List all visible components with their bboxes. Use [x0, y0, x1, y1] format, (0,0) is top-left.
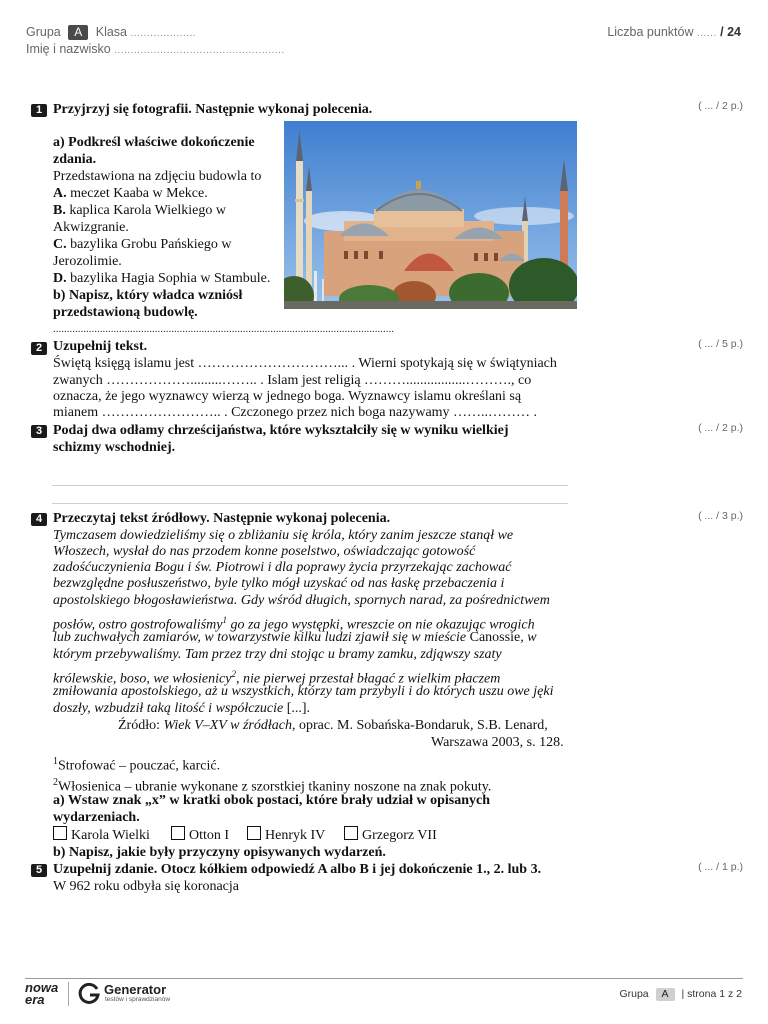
task-points-3: ( ... / 2 p.)	[698, 422, 743, 434]
points-label: Liczba punktów	[607, 25, 694, 39]
points-total: / 24	[720, 25, 741, 39]
task-number-1: 1	[31, 104, 47, 117]
task-1b-title-1: b) Napisz, który władca wzniósł	[53, 288, 243, 303]
task-4a-title-2: wydarzeniach.	[53, 810, 140, 825]
option-d-text: bazylika Hagia Sophia w Stambule.	[66, 271, 271, 286]
source-line-8: którym przebywaliśmy. Tam przez trzy dni stojąc u bramy zamku, zdjąwszy szaty	[53, 647, 502, 662]
task-points-2: ( ... / 5 p.)	[698, 338, 743, 350]
task-3-title-2: schizmy wschodniej.	[53, 440, 176, 455]
name-field[interactable]: ....................................................	[114, 45, 285, 56]
footer-page-number: | strona 1 z 2	[681, 988, 742, 1000]
answer-line-2[interactable]	[52, 503, 568, 504]
option-c-cont: Jerozolimie.	[53, 254, 122, 269]
task-4-title: Przeczytaj tekst źródłowy. Następnie wykonaj polecenia.	[53, 511, 391, 526]
option-b-text: kaplica Karola Wielkiego w	[65, 203, 226, 218]
task-points-4: ( ... / 3 p.)	[698, 510, 743, 522]
checkbox-label: Grzegorz VII	[362, 828, 437, 843]
footer-page-info	[619, 988, 742, 1001]
task-1b-title-2: przedstawioną budowlę.	[53, 305, 198, 320]
source-line-7	[53, 629, 537, 646]
name-label: Imię i nazwisko	[26, 42, 111, 56]
source-authors: , oprac. M. Sobańska-Bondaruk, S.B. Lenard,	[291, 718, 548, 733]
task-number-5: 5	[31, 864, 47, 877]
generator-title: Generator	[104, 982, 167, 997]
task-points-1: ( ... / 2 p.)	[698, 100, 743, 112]
task-number-4: 4	[31, 513, 47, 526]
option-b[interactable]	[53, 202, 226, 219]
task-3-title-1: Podaj dwa odłamy chrześcijaństwa, które wykształciły się w wyniku wielkiej	[53, 423, 509, 438]
source-line-6a: posłów, ostro gostrofowaliśmy	[53, 617, 223, 633]
group-label: Grupa	[26, 25, 61, 39]
task-number-2: 2	[31, 342, 47, 355]
source-line-9b: , nie pierwej przestał błagać z wielkim płaczem	[235, 671, 501, 687]
option-c-letter: C.	[53, 237, 67, 252]
source-label: Źródło:	[118, 718, 164, 733]
group-badge: A	[68, 25, 88, 40]
source-title: Wiek V–XV w źródłach	[163, 718, 292, 733]
footer-rule	[25, 978, 743, 979]
header-points	[607, 25, 741, 39]
nowa-era-logo	[25, 982, 59, 1006]
option-b-cont: Akwizgranie.	[53, 220, 129, 235]
checkbox-option-3[interactable]	[247, 826, 325, 844]
footnote-1	[53, 753, 220, 775]
source-line-2: Włoszech, wysłał do nas przodem konne poselstwo, oświadczając gotowość	[53, 544, 476, 559]
task-2-line-4[interactable]: mianem …………………….. . Czczonego przez nich boga nazywamy ……..……… .	[53, 405, 538, 420]
source-city: Canossie	[469, 630, 521, 645]
option-a-letter: A.	[53, 186, 67, 201]
footer-group-badge: A	[656, 988, 675, 1001]
option-c[interactable]	[53, 236, 231, 253]
checkbox-label: Karola Wielki	[71, 828, 150, 843]
task-1-title: Przyjrzyj się fotografii. Następnie wykonaj polecenia.	[53, 102, 373, 117]
checkbox[interactable]	[247, 826, 261, 840]
logo-line-2: era	[25, 992, 45, 1007]
points-field[interactable]: ......	[696, 28, 717, 39]
checkbox[interactable]	[171, 826, 185, 840]
source-line-10: zmiłowania apostolskiego, aż u wszystkich, którzy tam przybyli i do których uszu owe jęki	[53, 684, 554, 699]
option-b-letter: B.	[53, 203, 66, 218]
task-5-title: Uzupełnij zdanie. Otocz kółkiem odpowiedź A albo B i jej dokończenie 1., 2. lub 3.	[53, 862, 542, 877]
option-c-text: bazylika Grobu Pańskiego w	[66, 237, 232, 252]
source-line-5: apostolskiego błogosławieństwa. Gdy wśród długich, spornych narad, za pośrednictwem	[53, 593, 550, 608]
source-line-9a: królewskie, boso, we włosienicy	[53, 671, 232, 687]
option-d[interactable]	[53, 270, 270, 287]
class-label: Klasa	[95, 25, 128, 39]
source-place: Warszawa 2003, s. 128.	[431, 735, 564, 750]
source-line-6b: go za jego występki, wreszcie on nie okazując wrogich	[226, 617, 535, 633]
footnote-1-text: Strofować – pouczać, karcić.	[58, 758, 221, 774]
footnote-ref-2: 2	[231, 669, 236, 679]
checkbox-label: Henryk IV	[265, 828, 326, 843]
task-2-title: Uzupełnij tekst.	[53, 339, 148, 354]
answer-line-1[interactable]	[52, 485, 568, 486]
logo-divider	[68, 982, 69, 1006]
source-line-11	[53, 700, 310, 717]
task-2-line-3: oznacza, że jego wyznawcy wierzą w jednego boga. Wyznawcy islamu określani są	[53, 389, 522, 404]
task-points-5: ( ... / 1 p.)	[698, 861, 743, 873]
source-line-3: zadośćuczynienia Bogu i św. Piotrowi i dla poprawy życia przyrzekając zachować	[53, 560, 512, 575]
task-number-3: 3	[31, 425, 47, 438]
task-1a-title-2: zdania.	[53, 152, 97, 167]
option-d-letter: D.	[53, 271, 67, 286]
option-a[interactable]	[53, 185, 208, 202]
checkbox-label: Otton I	[189, 828, 230, 843]
generator-icon	[77, 981, 101, 1010]
task-5-sentence: W 962 roku odbyła się koronacja	[53, 879, 239, 894]
footnote-2-text: Włosienica – ubranie wykonane z szorstkiej tkaniny noszone na znak pokuty.	[58, 779, 492, 795]
source-line-11a: doszły, wzbudził taką litość i współczucie	[53, 701, 284, 716]
checkbox-option-2[interactable]	[171, 826, 229, 844]
footnote-ref-1: 1	[222, 615, 227, 625]
source-citation	[118, 717, 548, 734]
source-line-11b: [...].	[283, 701, 311, 716]
source-line-7b: , w	[520, 630, 537, 645]
task-1-answer-line[interactable]: ............................................................................................................................	[53, 323, 394, 335]
task-2-line-2[interactable]: zwanych ……………….........…….. . Islam jest religią ……….................………., co	[53, 373, 532, 388]
option-a-text: meczet Kaaba w Mekce.	[66, 186, 208, 201]
checkbox-option-4[interactable]	[344, 826, 437, 844]
source-line-7a: lub zuchwałych zamiarów, w towarzystwie kilku ludzi zjawił się w mieście	[53, 630, 470, 645]
source-line-4: bezwzględne posłuszeństwo, byle tylko mógł uzyskać od nas łaskę przebaczenia i	[53, 576, 505, 591]
footnote-2-num: 2	[53, 777, 58, 788]
checkbox[interactable]	[53, 826, 67, 840]
footnote-1-num: 1	[53, 756, 58, 767]
hagia-sophia-photo	[284, 121, 577, 309]
header-group	[26, 25, 196, 40]
generator-subtitle: testów i sprawdzianów	[105, 996, 171, 1003]
task-2-line-1[interactable]: Świętą księgą islamu jest …………………………... . Wierni spotykają się w świątyniach	[53, 356, 557, 371]
task-1-intro: Przedstawiona na zdjęciu budowla to	[53, 169, 262, 184]
source-line-1: Tymczasem dowiedzieliśmy się o zbliżaniu się króla, który zanim jeszcze stanął we	[53, 528, 514, 543]
checkbox-option-1[interactable]	[53, 826, 150, 844]
header-name	[26, 42, 285, 56]
task-1a-title-1: a) Podkreśl właściwe dokończenie	[53, 135, 255, 150]
checkbox[interactable]	[344, 826, 358, 840]
footer-group-label: Grupa	[619, 988, 649, 1000]
task-4b-title: b) Napisz, jakie były przyczyny opisywanych wydarzeń.	[53, 845, 386, 860]
task-4a-title-1: a) Wstaw znak „x” w kratki obok postaci, które brały udział w opisanych	[53, 793, 491, 808]
logo-line-1: nowa	[25, 980, 59, 995]
class-field[interactable]: ....................	[130, 28, 197, 39]
